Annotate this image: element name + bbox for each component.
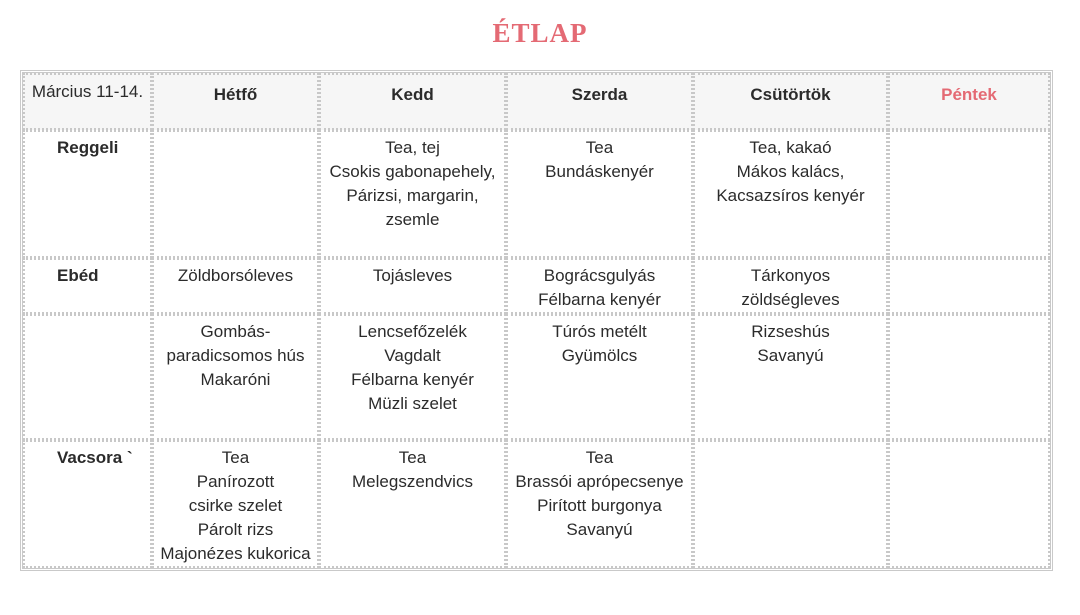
lunch-soup-row [23, 258, 1050, 314]
menu-item-line: Félbarna kenyér [351, 370, 474, 389]
menu-item-line: Bundáskenyér [545, 162, 654, 181]
menu-item-line: Párolt rizs [197, 520, 274, 539]
menu-item-line: Gyümölcs [561, 346, 638, 365]
menu-item-line: Gombás- [200, 322, 271, 341]
lunch-soup-cell-monday [152, 258, 319, 314]
lunch-main-cell-friday [888, 314, 1050, 440]
menu-item-line: paradicsomos hús [166, 346, 305, 365]
menu-item-line: Tea, tej [385, 138, 440, 157]
breakfast-cell-tuesday [319, 130, 506, 258]
menu-item-line: Félbarna kenyér [538, 290, 661, 309]
menu-item-line: zöldségleves [741, 290, 840, 309]
menu-table [20, 70, 1053, 571]
menu-item-line: Zöldborsóleves [177, 266, 294, 285]
menu-item-line: Mákos kalács, [736, 162, 845, 181]
menu-item-line: Rizseshús [751, 322, 830, 341]
menu-item-line: Vagdalt [384, 346, 441, 365]
meal-label-breakfast: Reggeli [23, 130, 152, 258]
menu-item-line: Panírozott [196, 472, 275, 491]
menu-item-line: Savanyú [757, 346, 824, 365]
lunch-main-row [23, 314, 1050, 440]
day-header-thursday: Csütörtök [693, 73, 888, 130]
lunch-soup-cell-tuesday [319, 258, 506, 314]
breakfast-cell-thursday [693, 130, 888, 258]
menu-item-line: Majonézes kukorica [160, 544, 311, 563]
day-header-wednesday: Szerda [506, 73, 693, 130]
menu-item-line: Savanyú [566, 520, 633, 539]
menu-item-line: Tea [585, 138, 614, 157]
lunch-soup-cell-friday [888, 258, 1050, 314]
date-range-header: Március 11-14. [23, 73, 152, 130]
menu-item-line: Pirított burgonya [537, 496, 662, 515]
menu-item-line: Bográcsgulyás [543, 266, 656, 285]
menu-item-line: Csokis gabonapehely, [329, 162, 496, 181]
meal-label-lunch: Ebéd [23, 258, 152, 314]
menu-item-line: Tea [221, 448, 250, 467]
day-header-tuesday: Kedd [319, 73, 506, 130]
menu-item-line: Tojásleves [372, 266, 453, 285]
breakfast-cell-friday [888, 130, 1050, 258]
dinner-cell-friday [888, 440, 1050, 568]
menu-item-line: Párizsi, margarin, [346, 186, 479, 205]
menu-item-line: Tárkonyos [750, 266, 831, 285]
lunch-soup-cell-thursday [693, 258, 888, 314]
menu-item-line: csirke szelet [188, 496, 283, 515]
menu-item-line: Makaróni [200, 370, 271, 389]
menu-item-line: Tea [585, 448, 614, 467]
menu-item-line: Tea [398, 448, 427, 467]
menu-item-line: zsemle [385, 210, 440, 229]
menu-item-line: Brassói aprópecsenye [515, 472, 684, 491]
header-row [23, 73, 1050, 130]
lunch-main-label-empty [23, 314, 152, 440]
breakfast-row [23, 130, 1050, 258]
menu-item-line: Kacsazsíros kenyér [716, 186, 865, 205]
breakfast-cell-wednesday [506, 130, 693, 258]
day-header-monday: Hétfő [152, 73, 319, 130]
lunch-main-cell-monday [152, 314, 319, 440]
day-header-friday: Péntek [888, 73, 1050, 130]
page-title: ÉTLAP [492, 18, 588, 48]
breakfast-cell-monday [152, 130, 319, 258]
dinner-row [23, 440, 1050, 568]
dinner-cell-thursday [693, 440, 888, 568]
menu-item-line: Lencsefőzelék [358, 322, 467, 341]
lunch-main-cell-tuesday [319, 314, 506, 440]
lunch-soup-cell-wednesday [506, 258, 693, 314]
dinner-cell-tuesday [319, 440, 506, 568]
menu-item-line: Túrós metélt [552, 322, 647, 341]
lunch-main-cell-wednesday [506, 314, 693, 440]
menu-item-line: Melegszendvics [352, 472, 473, 491]
menu-item-line: Müzli szelet [368, 394, 457, 413]
menu-item-line: Tea, kakaó [749, 138, 832, 157]
lunch-main-cell-thursday [693, 314, 888, 440]
meal-label-dinner: Vacsora ` [23, 440, 152, 568]
dinner-cell-monday [152, 440, 319, 568]
dinner-cell-wednesday [506, 440, 693, 568]
